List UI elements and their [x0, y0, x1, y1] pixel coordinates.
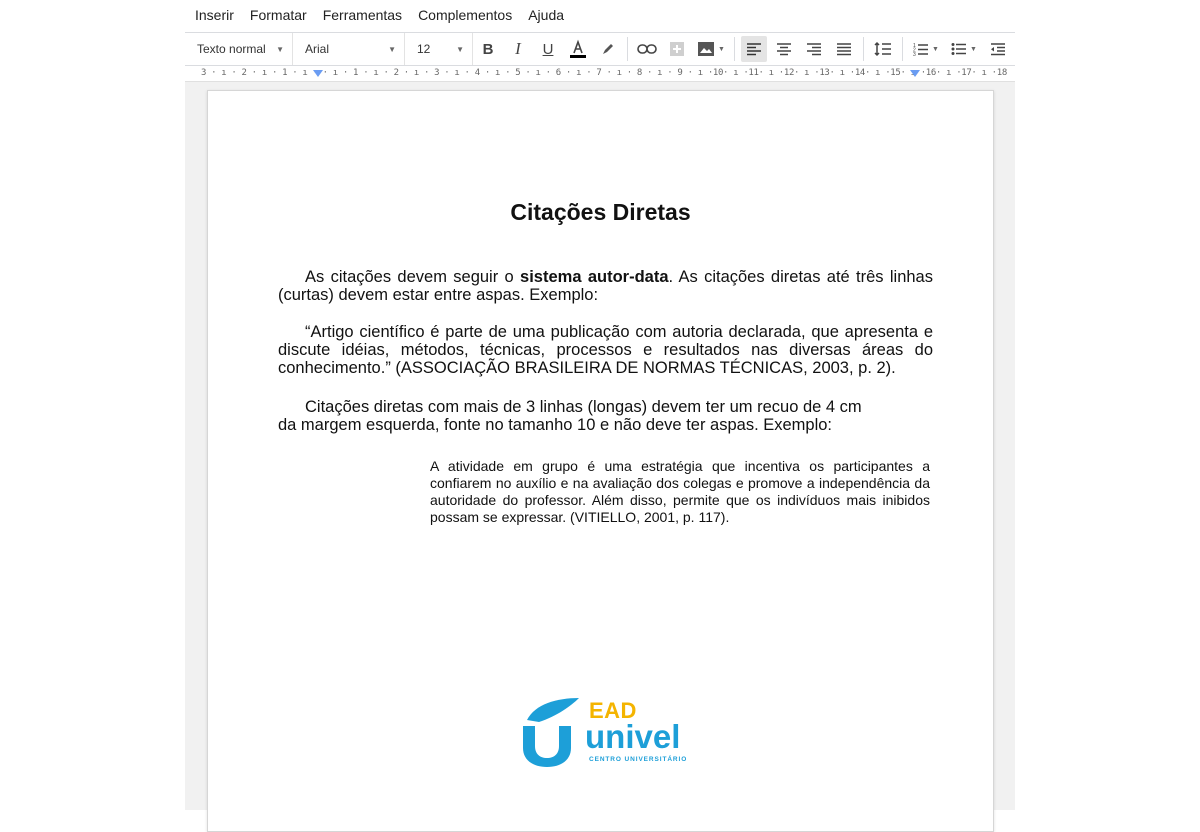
font-value: Arial	[305, 42, 330, 56]
rule-text-line2: da margem esquerda, fonte no tamanho 10 e não deve ter aspas. Exemplo:	[278, 416, 833, 434]
italic-button[interactable]	[505, 36, 531, 62]
underline-button[interactable]	[535, 36, 561, 62]
paragraph-long-quote-rule	[278, 398, 933, 434]
font-size-value: 12	[417, 42, 431, 56]
paragraph-style-value: Texto normal	[197, 42, 266, 56]
align-left-icon	[746, 42, 762, 56]
horizontal-ruler[interactable]	[185, 67, 1015, 82]
chevron-down-icon: ▼	[932, 45, 939, 53]
decrease-indent-button[interactable]	[985, 36, 1011, 62]
highlighter-icon	[600, 41, 616, 57]
align-right-icon	[806, 42, 822, 56]
svg-text:3: 3	[913, 52, 916, 56]
menu-ajuda[interactable]: Ajuda	[528, 7, 565, 23]
logo-ead-text: EAD	[589, 698, 637, 723]
underline-icon: U	[542, 40, 554, 58]
align-right-button[interactable]	[801, 36, 827, 62]
italic-icon: I	[515, 39, 521, 58]
menu-formatar[interactable]: Formatar	[249, 7, 307, 23]
intro-text-continued: . As citações diretas até três linhas (curtas) devem estar entre aspas. Exemplo:	[278, 268, 933, 304]
link-icon	[637, 43, 657, 55]
left-indent-marker[interactable]	[313, 70, 323, 77]
intro-bold-text: sistema autor-data	[520, 268, 669, 286]
align-justify-icon	[836, 42, 852, 56]
paragraph-short-quote	[278, 323, 933, 377]
document-title: Citações Diretas	[510, 199, 691, 225]
bold-button[interactable]	[475, 36, 501, 62]
formatting-toolbar	[185, 32, 1015, 66]
bulleted-list-icon	[951, 42, 967, 56]
right-indent-marker[interactable]	[910, 70, 920, 77]
numbered-list-button[interactable]	[909, 36, 943, 62]
font-dropdown[interactable]	[293, 33, 405, 65]
ruler-scale: 3 · ı · 2 · ı · 1 · ı · · ı · 1 · ı · 2 · ı · 3 · ı · 4 · ı · 5 · ı · 6 · ı · 7 · ı · 8 · ı · 9 · ı ·10· ı ·11· ı ·12· ı ·13· ı ·14· ı ·15· ı ·16· ı ·17· ı ·18	[201, 68, 1007, 78]
decrease-indent-icon	[990, 42, 1006, 56]
menu-bar	[185, 0, 1015, 30]
chevron-down-icon: ▼	[970, 45, 977, 53]
paragraph-intro	[278, 268, 933, 304]
univel-mark-icon	[521, 696, 583, 768]
svg-text:2: 2	[913, 47, 916, 54]
intro-text: As citações devem seguir o	[305, 268, 521, 286]
toolbar-divider	[734, 37, 735, 61]
chevron-down-icon: ▼	[276, 44, 284, 54]
svg-text:1: 1	[913, 43, 916, 49]
rule-text-line1: Citações diretas com mais de 3 linhas (longas) devem ter um recuo de 4 cm	[305, 398, 862, 416]
logo-subtitle: CENTRO UNIVERSITÁRIO	[589, 756, 688, 763]
document-canvas	[185, 82, 1015, 810]
toolbar-divider	[627, 37, 628, 61]
line-spacing-button[interactable]	[870, 36, 896, 62]
menu-ferramentas[interactable]: Ferramentas	[322, 7, 403, 23]
toolbar-divider	[863, 37, 864, 61]
insert-link-button[interactable]	[634, 36, 660, 62]
align-center-icon	[776, 42, 792, 56]
ead-univel-logo	[521, 696, 691, 771]
insert-image-button[interactable]	[694, 36, 728, 62]
align-center-button[interactable]	[771, 36, 797, 62]
toolbar-divider	[902, 37, 903, 61]
short-quote-text: “Artigo científico é parte de uma publicação com autoria declarada, que apresenta e discute idéias, métodos, técnicas, processos e resultados nas diversas áreas do conhecimento.” (ASSOCIAÇÃO BRASILEIRA DE NORMAS TÉCNICAS, 2003, p. 2).	[278, 323, 933, 377]
paragraph-style-dropdown[interactable]	[185, 33, 293, 65]
numbered-list-icon	[913, 42, 929, 56]
insert-comment-button[interactable]	[664, 36, 690, 62]
bulleted-list-button[interactable]	[947, 36, 981, 62]
menu-complementos[interactable]: Complementos	[418, 7, 513, 23]
text-color-button[interactable]	[565, 36, 591, 62]
align-left-button[interactable]	[741, 36, 767, 62]
menu-inserir[interactable]: Inserir	[195, 7, 234, 23]
line-spacing-icon	[874, 41, 892, 57]
logo-univel-text: univel	[585, 718, 681, 755]
font-size-dropdown[interactable]	[405, 33, 473, 65]
align-justify-button[interactable]	[831, 36, 857, 62]
text-color-icon	[569, 39, 587, 59]
chevron-down-icon: ▼	[388, 44, 396, 54]
block-quotation: A atividade em grupo é uma estratégia que incentiva os participantes a confiarem no auxílio e na avaliação dos colegas e promove a independência da autoridade do professor. Além disso, permite que os indivíduos mais inibidos possam se expressar. (VITIELLO, 2001, p. 117).	[430, 458, 930, 525]
chevron-down-icon: ▼	[718, 45, 725, 53]
image-icon	[697, 41, 715, 57]
highlight-button[interactable]	[595, 36, 621, 62]
document-page[interactable]	[207, 90, 994, 832]
chevron-down-icon: ▼	[456, 44, 464, 54]
bold-icon: B	[482, 40, 494, 58]
add-comment-icon	[669, 41, 685, 57]
